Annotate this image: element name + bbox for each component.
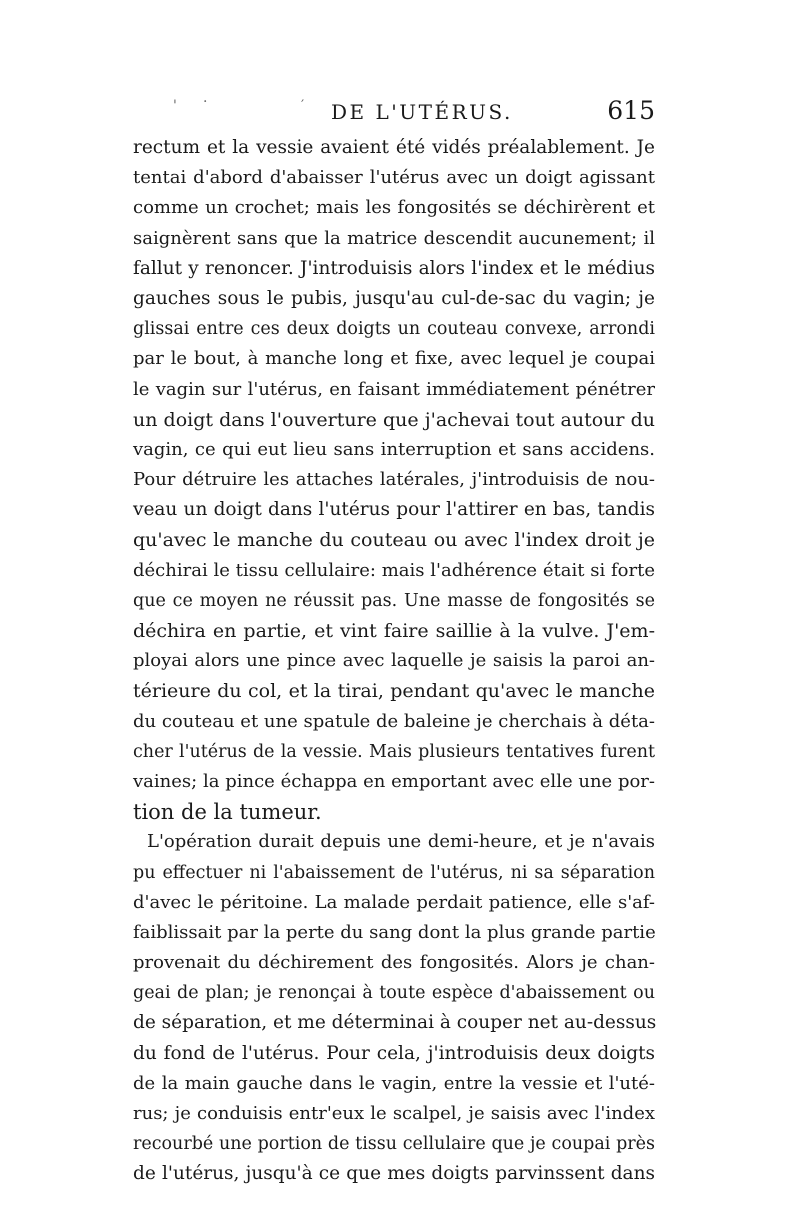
text-line: fallut y renoncer. J'introduisis alors l'index et le médius xyxy=(133,257,655,279)
text-line: provenait du déchirement des fongosités. Alors je chan- xyxy=(133,952,655,974)
text-line: par le bout, à manche long et fixe, avec lequel je coupai xyxy=(133,348,655,370)
text-line: déchira en partie, et vint faire saillie à la vulve. J'em- xyxy=(133,620,655,642)
paragraph xyxy=(133,133,655,827)
text-line: un doigt dans l'ouverture que j'achevai tout autour du xyxy=(133,408,655,431)
text-line: geai de plan; je renonçai à toute espèce d'abaissement ou xyxy=(133,983,655,1004)
text-line: recourbé une portion de tissu cellulaire que je coupai près xyxy=(133,1134,655,1155)
page-number: 615 xyxy=(607,96,655,125)
page-header xyxy=(133,96,655,130)
text-line: de l'utérus, jusqu'à ce que mes doigts parvinssent dans xyxy=(133,1163,655,1185)
text-line: rus; je conduisis entr'eux le scalpel, je saisis avec l'index xyxy=(133,1103,655,1124)
text-line: L'opération durait depuis une demi-heure, et je n'avais xyxy=(147,831,655,853)
text-line: vaines; la pince échappa en emportant avec elle une por- xyxy=(133,770,655,792)
text-line: cher l'utérus de la vessie. Mais plusieurs tentatives furent xyxy=(133,741,655,762)
text-line: tion de la tumeur. xyxy=(133,800,322,825)
body-text xyxy=(133,133,655,1190)
stray-mark: ' xyxy=(173,98,177,114)
text-line: déchirai le tissu cellulaire: mais l'adhérence était si forte xyxy=(133,559,655,581)
text-line: du fond de l'utérus. Pour cela, j'introduisis deux doigts xyxy=(133,1042,655,1064)
text-line: pu effectuer ni l'abaissement de l'utérus, ni sa séparation xyxy=(133,862,655,883)
text-line: rectum et la vessie avaient été vidés préalablement. Je xyxy=(133,137,655,158)
text-line: tentai d'abord d'abaisser l'utérus avec un doigt agissant xyxy=(133,167,655,189)
text-line: veau un doigt dans l'utérus pour l'attirer en bas, tandis xyxy=(133,499,655,521)
text-line: que ce moyen ne réussit pas. Une masse de fongosités se xyxy=(133,590,655,611)
text-line: de la main gauche dans le vagin, entre la vessie et l'uté- xyxy=(133,1072,655,1094)
text-line: gauches sous le pubis, jusqu'au cul-de-sac du vagin; je xyxy=(133,287,655,309)
stray-mark: · xyxy=(203,94,208,110)
text-line: glissai entre ces deux doigts un couteau convexe, arrondi xyxy=(133,319,655,340)
text-line: Pour détruire les attaches latérales, j'introduisis de nou- xyxy=(133,469,655,491)
stray-mark: ′ xyxy=(301,98,305,114)
text-line: du couteau et une spatule de baleine je cherchais à déta- xyxy=(133,710,655,732)
running-title: DE L'UTÉRUS. xyxy=(331,100,513,124)
text-line: saignèrent sans que la matrice descendit aucunement; il xyxy=(133,227,655,249)
text-line: le vagin sur l'utérus, en faisant immédiatement pénétrer xyxy=(133,378,655,400)
text-line: faiblissait par la perte du sang dont la plus grande partie xyxy=(133,921,656,943)
text-line: comme un crochet; mais les fongosités se déchirèrent et xyxy=(133,197,655,219)
text-line: térieure du col, et la tirai, pendant qu'avec le manche xyxy=(133,680,655,703)
text-line: ployai alors une pince avec laquelle je saisis la paroi an- xyxy=(133,650,655,672)
text-line: de séparation, et me déterminai à couper net au-dessus xyxy=(133,1012,657,1034)
text-line: d'avec le péritoine. La malade perdait patience, elle s'af- xyxy=(133,891,655,913)
text-line: vagin, ce qui eut lieu sans interruption et sans accidens. xyxy=(133,438,655,460)
text-line: qu'avec le manche du couteau ou avec l'index droit je xyxy=(133,529,655,552)
paragraph xyxy=(133,827,655,1189)
